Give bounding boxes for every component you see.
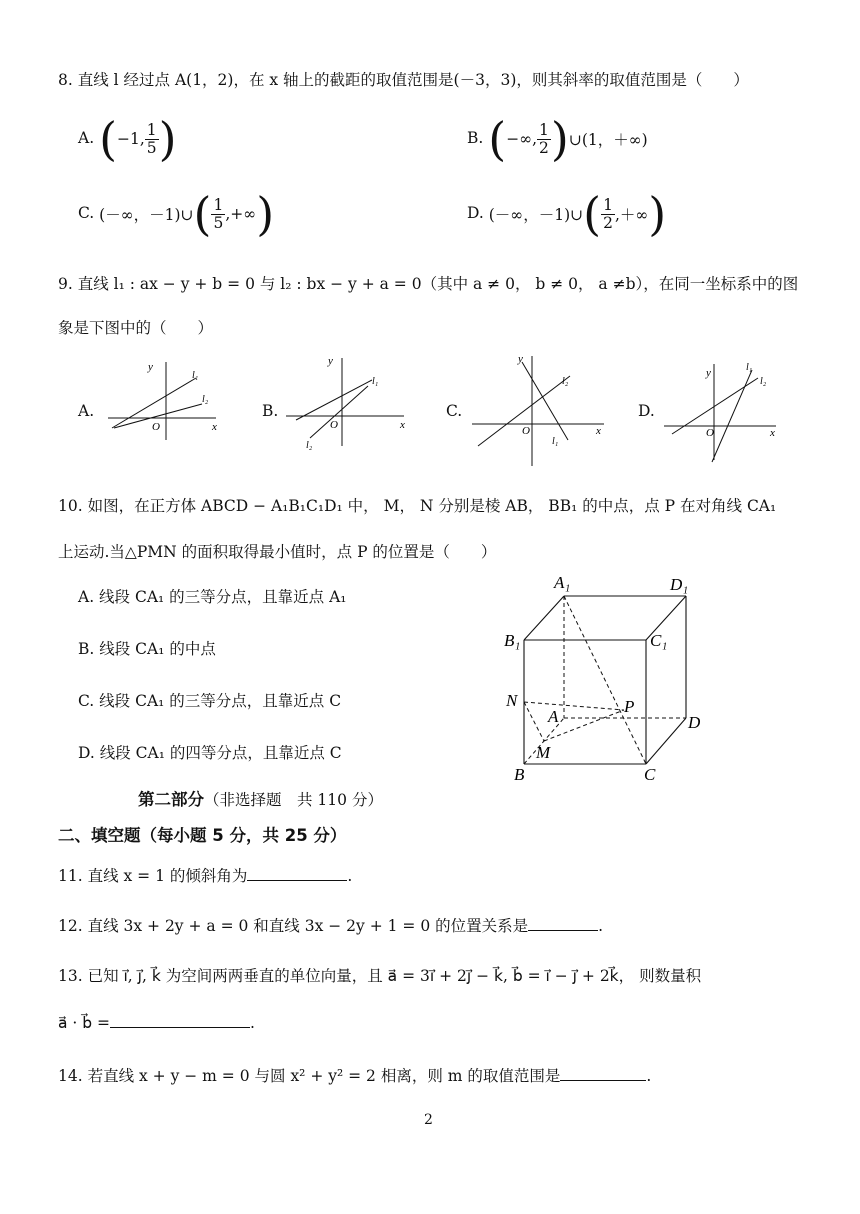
q9-graph-a [104, 356, 224, 442]
q13-line2: a⃗ · b⃗ = . [58, 1014, 255, 1032]
q14-answer-blank[interactable] [560, 1079, 646, 1081]
l2-label: l₂ [562, 376, 569, 387]
q8-stem: 8. 直线 l 经过点 A(1，2)，在 x 轴上的截距的取值范围是(－3，3)，则其斜率的取值范围是（ ） [58, 71, 749, 89]
q10-stem-line1: 10. 如图，在正方体 ABCD − A₁B₁C₁D₁ 中， M， N 分别是棱 AB， BB₁ 的中点，点 P 在对角线 CA₁ [58, 497, 777, 515]
q12-answer-blank[interactable] [528, 929, 598, 931]
label-m: M [536, 743, 551, 762]
q8-option-c: C. (－∞，－1)∪( $\frac{1}{5}$ ,+∞) [78, 187, 275, 241]
q10-option-a: A. 线段 CA₁ 的三等分点，且靠近点 A₁ [78, 588, 347, 606]
l2-label: l₂ [760, 376, 767, 387]
label-a: A [548, 707, 559, 726]
q12: 12. 直线 3x + 2y + a = 0 和直线 3x − 2y + 1 = 0 的位置关系是 . [58, 917, 604, 935]
axis-x-label: x [212, 421, 217, 433]
axis-x-label: x [400, 419, 405, 431]
q13: 13. 已知 i⃗, j⃗, k⃗ 为空间两两垂直的单位向量，且 a⃗ = 3i⃗ + 2j⃗ − k⃗, b⃗ = i⃗ − j⃗ + 2k⃗， 则数量积 [58, 967, 702, 985]
label-c: C [644, 765, 656, 784]
label-c1: C₁ [650, 631, 668, 650]
l2-label: l₂ [202, 394, 209, 405]
axis-x-label: x [770, 427, 775, 439]
q10-stem-line2: 上运动.当△PMN 的面积取得最小值时，点 P 的位置是（ ） [58, 543, 497, 561]
l2-label: l₂ [306, 440, 313, 450]
q9-graph-b [282, 350, 412, 450]
q10-cube-figure [496, 568, 716, 786]
q8-option-b: B. (−∞, $\frac{1}{2}$ )∪(1，＋∞) [467, 112, 648, 166]
origin-label: O [706, 427, 714, 439]
l1-label: l₁ [372, 376, 379, 387]
q8-option-d: D. (－∞，－1)∪( $\frac{1}{2}$ ,＋∞) [467, 187, 667, 241]
axis-y-label: y [518, 353, 523, 365]
part2-heading: 第二部分（非选择题 共 110 分） [138, 790, 383, 809]
q9-graph-d [660, 354, 784, 464]
q9-label-c: C. [446, 402, 463, 420]
q11: 11. 直线 x = 1 的倾斜角为 . [58, 867, 353, 885]
axis-y-label: y [148, 361, 153, 373]
l1-label: l₁ [192, 370, 199, 381]
q13-answer-blank[interactable] [110, 1026, 250, 1028]
label-p: P [624, 697, 635, 716]
q9-label-d: D. [638, 402, 655, 420]
origin-label: O [522, 425, 530, 437]
axis-y-label: y [706, 367, 711, 379]
axis-y-label: y [328, 355, 333, 367]
q14: 14. 若直线 x + y − m = 0 与圆 x² + y² = 2 相离，则 m 的取值范围是 . [58, 1067, 652, 1085]
q9-graph-c [468, 348, 608, 468]
l1-label: l₁ [746, 362, 753, 373]
page-number: 2 [424, 1112, 433, 1128]
q9-label-a: A. [78, 402, 95, 420]
label-d1: D₁ [670, 575, 689, 594]
label-n: N [506, 691, 518, 710]
l1-label: l₁ [552, 436, 559, 447]
label-d: D [688, 713, 701, 732]
q9-stem-line2: 象是下图中的（ ） [58, 319, 214, 337]
q11-answer-blank[interactable] [247, 879, 347, 881]
q10-option-d: D. 线段 CA₁ 的四等分点，且靠近点 C [78, 744, 342, 762]
label-a1: A₁ [554, 573, 571, 592]
origin-label: O [330, 419, 338, 431]
section2-heading: 二、填空题（每小题 5 分，共 25 分） [58, 826, 347, 845]
q9-label-b: B. [262, 402, 279, 420]
axis-x-label: x [596, 425, 601, 437]
q10-option-b: B. 线段 CA₁ 的中点 [78, 640, 216, 658]
q10-option-c: C. 线段 CA₁ 的三等分点，且靠近点 C [78, 692, 342, 710]
q9-stem-line1: 9. 直线 l₁ : ax − y + b = 0 与 l₂ : bx − y + a = 0（其中 a ≠ 0， b ≠ 0， a ≠b），在同一坐标系中的图 [58, 275, 799, 293]
label-b1: B₁ [504, 631, 521, 650]
q8-option-a: A. (−1, $\frac{1}{5}$ ) [78, 112, 177, 166]
label-b: B [514, 765, 525, 784]
origin-label: O [152, 421, 160, 433]
